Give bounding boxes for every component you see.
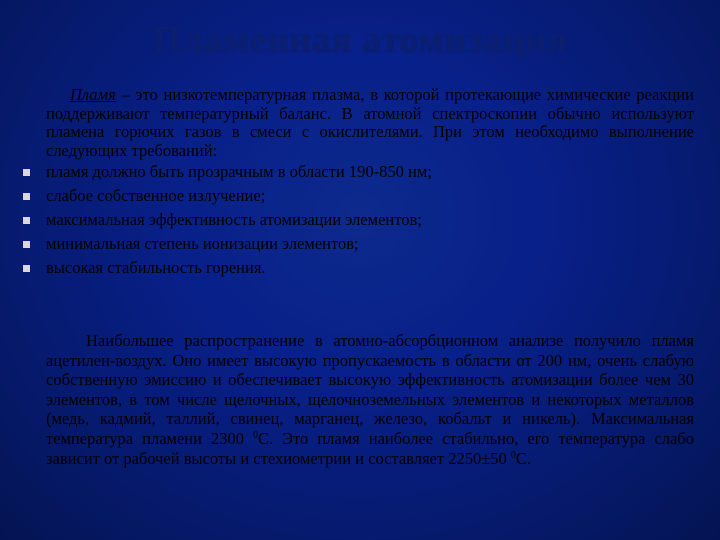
list-item: [46, 160, 694, 184]
degree-superscript: 0: [253, 429, 258, 441]
para2-part2: С. Это пламя наиболее стабильно, его температура слабо зависит от рабочей высоты и стехиометрии и составляет 2250±50: [46, 428, 694, 468]
intro-paragraph: [46, 86, 694, 160]
list-item-text: минимальная степень ионизации элементов;: [46, 234, 359, 254]
list-item: [46, 184, 694, 208]
requirements-list: [46, 160, 694, 280]
para2-part1: Наибольшее распространение в атомно-абсорбционном анализе получило пламя ацетилен-воздух. Оно имеет высокую пропускаемость в области от 200 нм, очень слабую собственную эмиссию и обеспечивает высокую эффективность атомизации более чем 30 элементов, в том числе щелочных, щелочноземельных элементов и некоторых металлов (медь, кадмий, таллий, свинец, марганец, железо, кобальт и никель). Максимальная температура пламени 2300: [46, 331, 694, 448]
list-item-text: высокая стабильность горения.: [46, 258, 266, 278]
square-bullet-icon: [23, 265, 30, 272]
para2-part3: С.: [515, 448, 532, 468]
square-bullet-icon: [23, 169, 30, 176]
acetylene-paragraph: [46, 331, 694, 468]
degree-superscript: 0: [510, 449, 516, 461]
list-item-text: максимальная эффективность атомизации элементов;: [46, 210, 422, 230]
list-item-text: пламя должно быть прозрачным в области 190-850 нм;: [46, 162, 432, 182]
body-text: [46, 86, 694, 280]
square-bullet-icon: [23, 217, 30, 224]
square-bullet-icon: [23, 241, 30, 248]
list-item: [46, 208, 694, 232]
intro-text: – это низкотемпературная плазма, в которой протекающие химические реакции поддерживают температурный баланс. В атомной спектроскопии обычно используют пламена горючих газов в смеси с окислителями. При этом необходимо выполнение следующих требований:: [46, 85, 694, 160]
slide-title: Пламенная атомизация: [151, 19, 569, 61]
list-item-text: слабое собственное излучение;: [46, 186, 266, 206]
intro-term: Пламя: [70, 85, 116, 104]
list-item: [46, 232, 694, 256]
list-item: [46, 256, 694, 280]
square-bullet-icon: [23, 193, 30, 200]
